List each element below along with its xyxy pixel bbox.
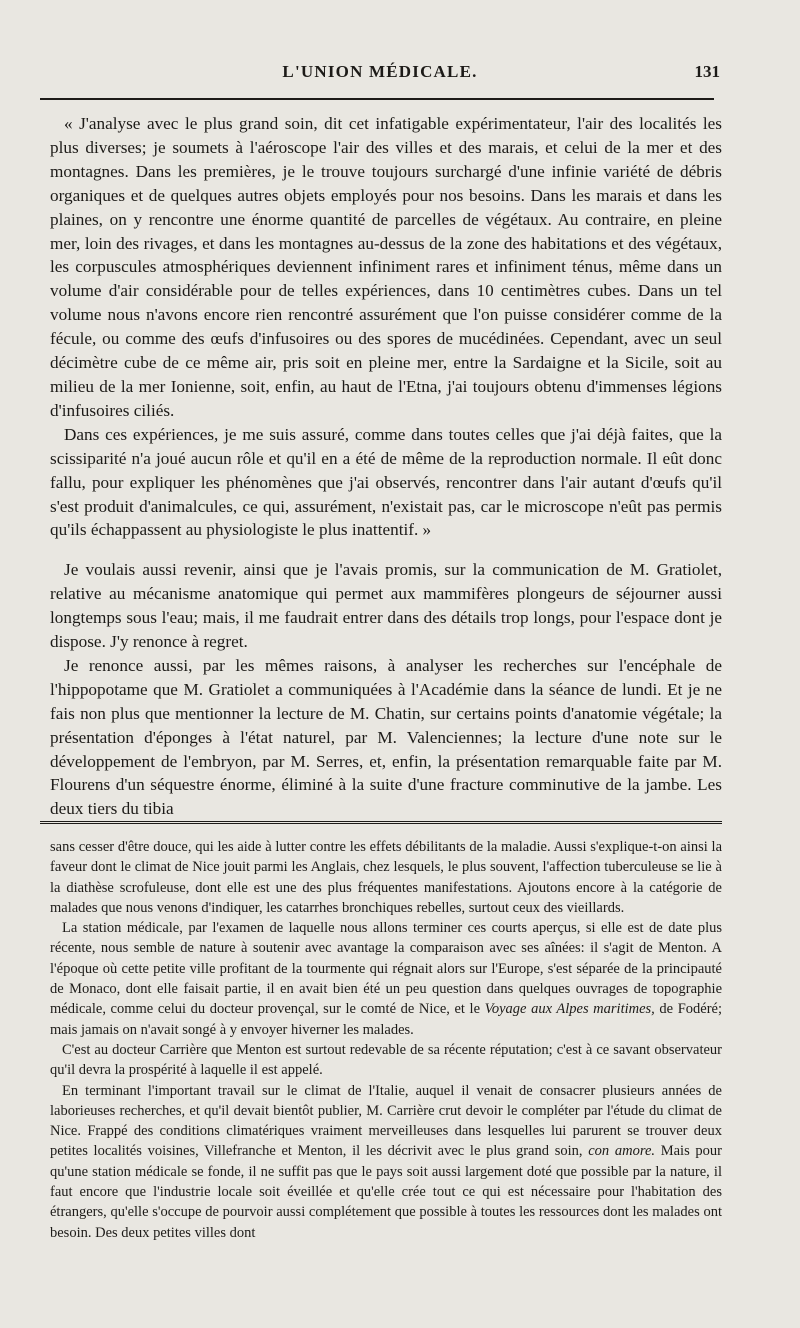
page-number: 131	[694, 62, 720, 81]
paragraph: Dans ces expériences, je me suis assuré, comme dans toutes celles que j'ai déjà faites, que la scissiparité n'a joué aucun rôle et qu'il en a été de même de la reproduction normale. Il eût donc fallu, pour expliquer les phénomènes que j'ai observés, rencontrer dans l'air autant d'œufs qu'il s'est produit d'animalcules, ce qui, assurément, n'existait pas, car le microscope n'eût pas permis qu'ils échappassent au physiologiste le plus inattentif. »	[50, 424, 722, 540]
paragraph: Je renonce aussi, par les mêmes raisons, à analyser les recherches sur l'encéphale de l'hippopotame que M. Gratiolet a communiquées à l'Académie dans la séance de lundi. Et je ne fais non plus que mentionner la lecture de M. Chatin, sur certains points d'anatomie végétale; la présentation d'éponges à l'état naturel, par M. Valenciennes; la lecture d'une note sur le développement de l'embryon, par M. Serres, et, enfin, la présentation remarquable faite par M. Flourens d'un séquestre énorme, éliminé à la suite d'une fracture comminutive de la jambe. Les deux tiers du tibia	[50, 655, 722, 819]
footnote-rule	[40, 821, 722, 828]
paragraph: Je voulais aussi revenir, ainsi que je l'avais promis, sur la communication de M. Gratiolet, relative au mécanisme anatomique qui permet aux mammifères plongeurs de séjourner aussi longtemps sous l'eau; mais, il me faudrait entrer dans des détails trop longs, pour l'espace dont je dispose. J'y renonce à regret.	[50, 560, 722, 652]
note-paragraph: C'est au docteur Carrière que Menton est surtout redevable de sa récente réputation; c'est à ce savant observateur qu'il devra la prospérité à laquelle il est appelé.	[50, 1041, 722, 1079]
note-text: de Fodéré; mais jamais on n'avait songé à y envoyer hiverner les malades.	[50, 1001, 723, 1038]
italic-title: Voyage aux Alpes maritimes,	[484, 1001, 655, 1018]
note-paragraph	[50, 918, 722, 1040]
note-text: Mais pour qu'une station médicale se fonde, il ne suffit pas que le pays soit aussi largement doté que possible par la nature, il faut encore que l'industrie locale soit éveillée et qu'elle crée tout ce qui est nécessaire pour l'habitation des étrangers, qu'elle s'occupe de pourvoir aussi complétement que possible à toutes les ressources dont les malades ont besoin. Des deux petites villes dont	[50, 1143, 723, 1241]
main-text	[50, 112, 722, 821]
note-paragraph: sans cesser d'être douce, qui les aide à lutter contre les effets débilitants de la maladie. Aussi s'explique-t-on ainsi la faveur dont le climat de Nice jouit parmi les Anglais, chez lesquels, le plus souvent, l'affection tuberculeuse se lie à la diathèse scrofuleuse, dont elle est une des plus fréquentes manifestations. Ajoutons encore à la catégorie de malades que nous venons d'indiquer, les catarrhes bronchiques rebelles, surtout ceux des vieillards.	[50, 839, 722, 916]
running-head: L'UNION MÉDICALE.	[282, 62, 478, 81]
header-rule	[40, 98, 714, 100]
paragraph: « J'analyse avec le plus grand soin, dit cet infatigable expérimentateur, l'air des localités les plus diverses; je soumets à l'aéroscope l'air des villes et des marais, et celui de la mer et des montagnes. Dans les premières, je le trouve toujours surchargé d'une infinie variété de débris organiques et de quelques autres objets employés pour nos besoins. Dans les marais et dans les plaines, on y rencontre une énorme quantité de parcelles de végétaux. Au contraire, en pleine mer, loin des rivages, et dans les montagnes au-dessus de la zone des habitations et des végétaux, les corpuscules atmosphériques deviennent infiniment rares et infiniment ténus, même dans un volume d'air considérable pour de telles expériences, dans 10 centimètres cubes. Dans un tel volume nous n'avons encore rien rencontré assurément que l'on puisse considérer comme de la fécule, ou comme des œufs d'infusoires ou des spores de mucédinées. Cependant, avec un seul décimètre cube de ce même air, pris soit en pleine mer, entre la Sardaigne et la Sicile, soit au milieu de la mer Ionienne, soit, enfin, au haut de l'Etna, j'ai toujours obtenu d'immenses légions d'infusoires ciliés.	[50, 114, 722, 420]
italic-phrase: con amore.	[588, 1143, 655, 1160]
page-header	[40, 62, 720, 92]
note-paragraph	[50, 1081, 722, 1243]
note-text: En terminant l'important travail sur le climat de l'Italie, auquel il venait de consacrer plusieurs années de laborieuses recherches, et qu'il devait bientôt publier, M. Carrière crut devoir le compléter par l'étude du climat de Nice. Frappé des conditions climatériques vraiment merveilleuses dans lesquelles lui parurent se trouver deux petites localités voisines, Villefranche et Menton, il les décrivit avec le plus grand soin,	[50, 1082, 722, 1160]
feuilleton-text	[50, 837, 722, 1243]
note-text: La station médicale, par l'examen de laquelle nous allons terminer ces courts aperçus, si elle est de date plus récente, nous semble de nature à soutenir avec avantage la comparaison avec ses aînées: il s'agit de Menton. A l'époque où cette petite ville profitant de la tourmente qui régnait alors sur l'Europe, s'est séparée de la principauté de Monaco, dont elle faisait partie, il en avait bien été un peu question dans quelques ouvrages de topographie médicale, comme celui du docteur provençal, sur le comté de Nice, et le	[50, 920, 722, 1018]
